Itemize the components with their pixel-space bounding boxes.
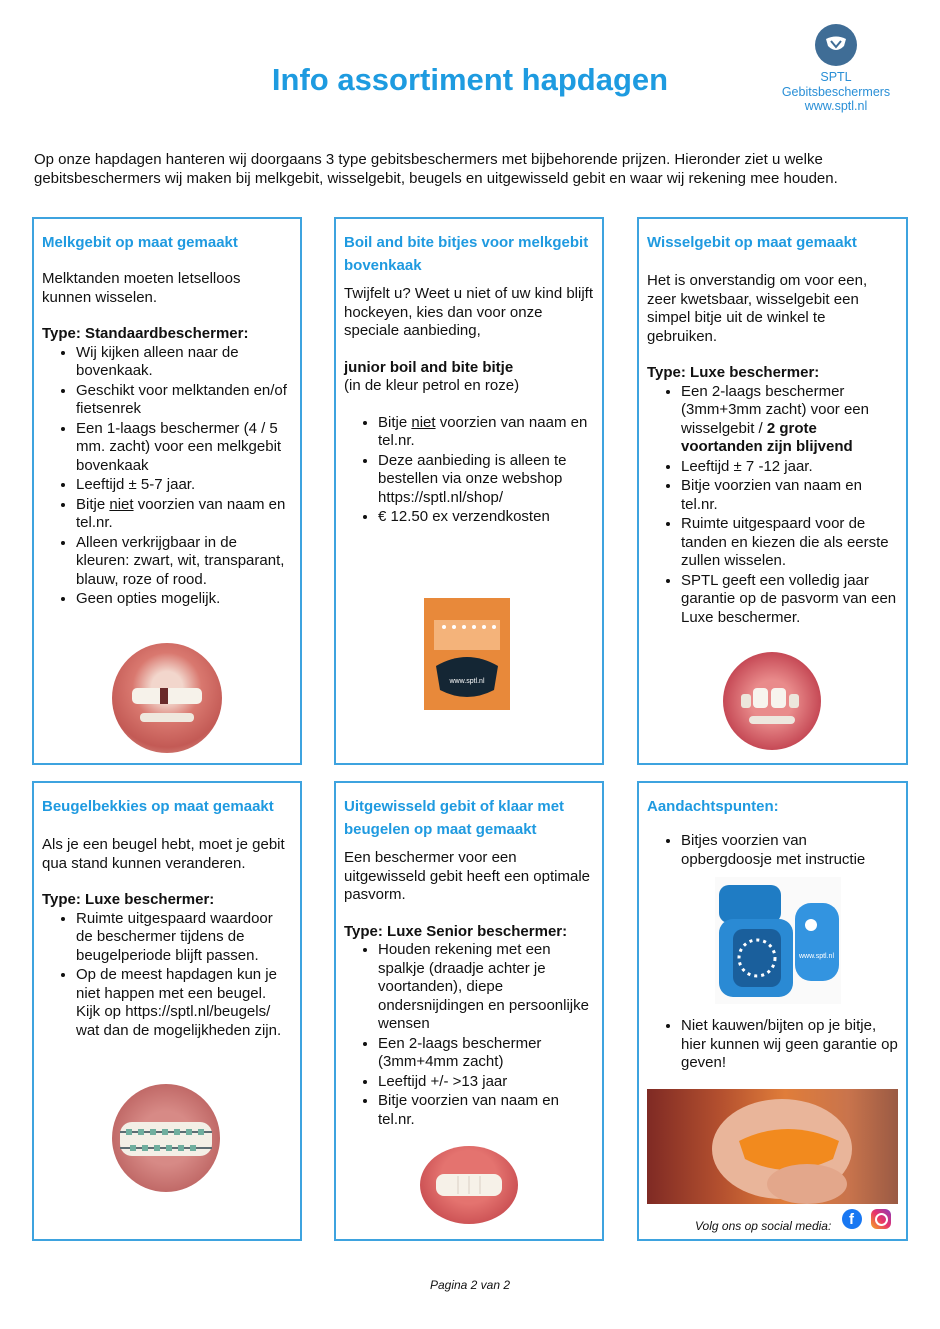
card-text: Melktanden moeten letselloos kunnen wisselen. (42, 270, 241, 306)
list-item (76, 496, 292, 533)
sptl-logo-badge (815, 24, 857, 66)
card-text: Een beschermer voor een uitgewisseld gebit heeft een optimale pasvorm. (344, 849, 590, 903)
mixed-teeth-photo (723, 652, 821, 750)
card-list (647, 1017, 898, 1073)
list-item: • Een 2-laags beschermer (3mm+4mm zacht) (378, 1035, 594, 1072)
milk-teeth-photo (112, 643, 222, 753)
intro-text: Op onze hapdagen hanteren wij doorgaans 3 type gebitsbeschermers met bijbehorende prijzen. Hieronder ziet u welke gebitsbeschermers wij maken bij melkgebit, wisselgebit, beugels en uitgewisseld gebit en waar wij rekening mee houden. (34, 151, 838, 187)
list-item (681, 383, 898, 457)
underlined-word: niet (109, 495, 134, 513)
sptl-logo (776, 24, 896, 114)
card-list (344, 414, 594, 527)
list-item: • Een 1-laags beschermer (4 / 5 mm. zacht) voor een melkgebit bovenkaak (76, 420, 292, 476)
list-item: • Bitjes voorzien van opbergdoosje met instructie (681, 832, 898, 869)
text-part: voorzien van naam en tel.nr. (76, 495, 286, 531)
list-item: • Houden rekening met een spalkje (draadje achter je voortanden), diepe ondersnijdingen en persoonlijke wensen (378, 941, 594, 1034)
card-heading: Boil and bite bitjes voor melkgebit bovenkaak (344, 234, 589, 274)
list-item: • Leeftijd ± 5-7 jaar. (76, 476, 292, 495)
card-list (42, 344, 292, 609)
card-list (42, 910, 292, 1041)
logo-tagline: Gebitsbeschermers (781, 84, 891, 99)
underlined-word: niet (411, 413, 436, 431)
list-item: • Deze aanbieding is alleen te bestellen via onze webshop https://sptl.nl/shop/ (378, 452, 594, 508)
braces-photo (112, 1084, 220, 1192)
product-color: (in de kleur petrol en roze) (344, 377, 520, 394)
text-part: Een 2-laags beschermer (3mm+3mm zacht) voor een wisselgebit / (681, 382, 869, 437)
case-label: www.sptl.nl (799, 953, 835, 960)
card-list (647, 832, 898, 869)
adult-teeth-photo (420, 1146, 518, 1224)
page-footer: Pagina 2 van 2 (429, 1278, 511, 1292)
card-type: Type: Luxe beschermer: (42, 891, 215, 908)
logo-brand: SPTL (820, 70, 852, 84)
facebook-icon[interactable]: f (842, 1209, 862, 1229)
card-text: Als je een beugel hebt, moet je gebit qua stand kunnen veranderen. (42, 836, 285, 872)
list-item: • Ruimte uitgespaard waardoor de beschermer tijdens de beugelperiode blijft passen. (76, 910, 292, 966)
card-list (647, 383, 898, 628)
social-label: Volg ons op social media: (695, 1219, 832, 1233)
list-item: • Geschikt voor melktanden en/of fietsenrek (76, 382, 292, 419)
child-biting-mouthguard-photo (647, 1089, 898, 1204)
list-item: • Bitje voorzien van naam en tel.nr. (681, 477, 898, 514)
list-item: • Leeftijd ± 7 -12 jaar. (681, 458, 898, 477)
card-type: Type: Luxe beschermer: (647, 364, 820, 381)
mouthguard-icon (824, 36, 848, 54)
product-name: junior boil and bite bitje (344, 358, 514, 376)
page-title: Info assortiment hapdagen (271, 62, 669, 97)
card-type: Type: Standaardbeschermer: (42, 325, 249, 342)
instagram-icon[interactable] (871, 1209, 891, 1229)
card-text: Het is onverstandig om voor een, zeer kwetsbaar, wisselgebit een simpel bitje uit de winkel te gebruiken. (647, 272, 868, 345)
list-item: • Niet kauwen/bijten op je bitje, hier kunnen wij geen garantie op geven! (681, 1017, 898, 1073)
card-text: Twijfelt u? Weet u niet of uw kind blijft hockeyen, kies dan voor onze speciale aanbieding, (344, 285, 594, 339)
list-item: • SPTL geeft een volledig jaar garantie op de pasvorm van een Luxe beschermer. (681, 572, 898, 628)
list-item (378, 414, 594, 451)
logo-url: www.sptl.nl (804, 99, 868, 113)
list-item: • Geen opties mogelijk. (76, 590, 292, 609)
text-part: Bitje (378, 413, 412, 431)
list-item: • Op de meest hapdagen kun je niet happen met een beugel. Kijk op https://sptl.nl/beugels/ wat dan de mogelijkheden zijn. (76, 966, 292, 1040)
bold-part: 2 grote voortanden zijn blijvend (681, 419, 853, 455)
list-item: • € 12.50 ex verzendkosten (378, 508, 594, 527)
card-heading: Beugelbekkies op maat gemaakt (42, 798, 274, 815)
card-type: Type: Luxe Senior beschermer: (344, 922, 568, 940)
list-item: • Wij kijken alleen naar de bovenkaak. (76, 344, 292, 381)
package-label: www.sptl.nl (449, 678, 485, 685)
text-part: voorzien van naam en tel.nr. (378, 413, 588, 449)
card-heading: Melkgebit op maat gemaakt (42, 234, 238, 251)
card-heading: Wisselgebit op maat gemaakt (647, 234, 857, 251)
card-list (344, 941, 594, 1129)
boil-and-bite-package-photo (424, 598, 510, 710)
list-item: • Bitje voorzien van naam en tel.nr. (378, 1092, 594, 1129)
card-heading: Aandachtspunten: (647, 798, 779, 815)
list-item: • Leeftijd +/- >13 jaar (378, 1073, 594, 1092)
storage-case-photo (715, 877, 841, 1004)
text-part: Bitje (76, 495, 110, 513)
list-item: • Alleen verkrijgbaar in de kleuren: zwart, wit, transparant, blauw, roze of rood. (76, 534, 292, 590)
list-item: • Ruimte uitgespaard voor de tanden en kiezen die als eerste zullen wisselen. (681, 515, 898, 571)
card-heading: Uitgewisseld gebit of klaar met beugelen op maat gemaakt (344, 798, 565, 838)
